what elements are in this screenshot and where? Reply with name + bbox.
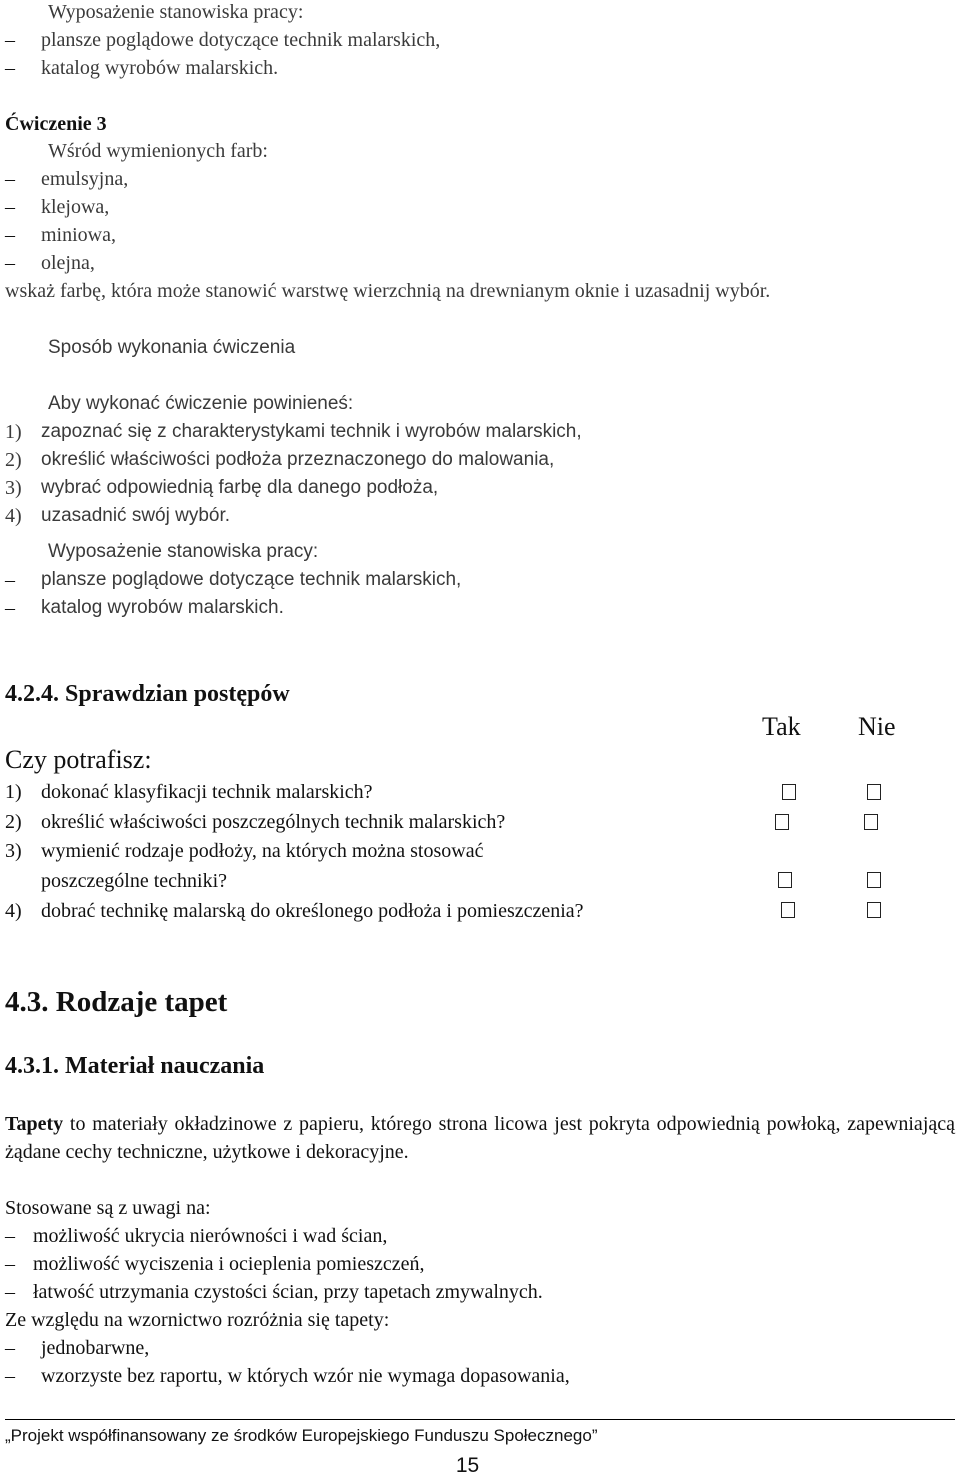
equipment-item: katalog wyrobów malarskich. bbox=[41, 597, 284, 618]
equipment-item: katalog wyrobów malarskich. bbox=[41, 57, 279, 79]
column-no: Nie bbox=[858, 712, 896, 741]
step-text: określić właściwości podłoża przeznaczonego do malowania, bbox=[41, 449, 555, 470]
item-text: wymienić rodzaje podłoży, na których można stosować bbox=[41, 840, 484, 862]
step-number: 4) bbox=[5, 505, 22, 527]
chapter-title: 4.3. Rodzaje tapet bbox=[5, 986, 228, 1018]
item-text: dobrać technikę malarską do określonego podłoża i pomieszczenia? bbox=[41, 900, 584, 922]
step-number: 3) bbox=[5, 477, 22, 499]
page-number: 15 bbox=[455, 1454, 480, 1477]
uses-heading: Stosowane są z uwagi na: bbox=[5, 1197, 211, 1219]
dash-bullet: – bbox=[5, 569, 15, 591]
checkbox-yes[interactable] bbox=[778, 872, 792, 888]
step-number: 1) bbox=[5, 421, 22, 443]
checkbox-no[interactable] bbox=[864, 814, 878, 830]
dash-bullet: – bbox=[5, 1281, 15, 1303]
dash-bullet: – bbox=[5, 252, 15, 274]
definition-text: to materiały okładzinowe z papieru, którego strona licowa jest pokryta odpowiednią powłoką, zapewniającą żądane cechy techniczne, użytkowe i dekoracyjne. bbox=[5, 1113, 955, 1163]
pattern-item: wzorzyste bez raportu, w których wzór nie wymaga dopasowania, bbox=[41, 1365, 570, 1387]
item-text-continued: poszczególne techniki? bbox=[41, 870, 228, 892]
checkbox-yes[interactable] bbox=[775, 814, 789, 830]
dash-bullet: – bbox=[5, 597, 15, 619]
section-subtitle: 4.3.1. Materiał nauczania bbox=[5, 1053, 265, 1079]
paint-item: olejna, bbox=[41, 252, 95, 274]
dash-bullet: – bbox=[5, 1225, 15, 1247]
equipment-heading: Wyposażenie stanowiska pracy: bbox=[48, 1, 304, 23]
step-text: wybrać odpowiednią farbę dla danego podłoża, bbox=[41, 477, 439, 498]
checkbox-yes[interactable] bbox=[782, 784, 796, 800]
step-text: zapoznać się z charakterystykami technik i wyrobów malarskich, bbox=[41, 421, 582, 442]
pattern-heading: Ze względu na wzornictwo rozróżnia się tapety: bbox=[5, 1309, 390, 1331]
footer-divider bbox=[5, 1419, 955, 1420]
item-number: 4) bbox=[5, 900, 22, 922]
item-number: 2) bbox=[5, 811, 22, 833]
paint-item: emulsyjna, bbox=[41, 168, 129, 190]
exercise-intro: Wśród wymienionych farb: bbox=[48, 140, 268, 162]
paint-item: miniowa, bbox=[41, 224, 116, 246]
definition-paragraph bbox=[5, 1110, 955, 1166]
section-title: 4.2.4. Sprawdzian postępów bbox=[5, 681, 290, 707]
dash-bullet: – bbox=[5, 1337, 15, 1359]
item-text: dokonać klasyfikacji technik malarskich? bbox=[41, 781, 373, 803]
item-text: określić właściwości poszczególnych technik malarskich? bbox=[41, 811, 506, 833]
equipment-heading: Wyposażenie stanowiska pracy: bbox=[48, 541, 319, 562]
dash-bullet: – bbox=[5, 57, 15, 79]
dash-bullet: – bbox=[5, 1365, 15, 1387]
paint-item: klejowa, bbox=[41, 196, 110, 218]
steps-intro: Aby wykonać ćwiczenie powinieneś: bbox=[48, 393, 354, 414]
question-heading: Czy potrafisz: bbox=[5, 745, 152, 774]
use-item: możliwość ukrycia nierówności i wad ścian, bbox=[33, 1225, 388, 1247]
item-number: 3) bbox=[5, 840, 22, 862]
pattern-item: jednobarwne, bbox=[41, 1337, 150, 1359]
dash-bullet: – bbox=[5, 168, 15, 190]
checkbox-no[interactable] bbox=[867, 784, 881, 800]
dash-bullet: – bbox=[5, 196, 15, 218]
checkbox-yes[interactable] bbox=[781, 902, 795, 918]
dash-bullet: – bbox=[5, 224, 15, 246]
exercise-title: Ćwiczenie 3 bbox=[5, 113, 107, 135]
step-text: uzasadnić swój wybór. bbox=[41, 505, 231, 526]
exercise-task: wskaż farbę, która może stanowić warstwę wierzchnią na drewnianym oknie i uzasadnij wybór. bbox=[5, 280, 771, 302]
definition-term: Tapety bbox=[5, 1113, 64, 1135]
use-item: możliwość wyciszenia i ocieplenia pomieszczeń, bbox=[33, 1253, 425, 1275]
step-number: 2) bbox=[5, 449, 22, 471]
footer-text: „Projekt współfinansowany ze środków Europejskiego Funduszu Społecznego” bbox=[5, 1426, 598, 1445]
item-number: 1) bbox=[5, 781, 22, 803]
column-yes: Tak bbox=[762, 712, 801, 741]
equipment-item: plansze poglądowe dotyczące technik malarskich, bbox=[41, 569, 462, 590]
dash-bullet: – bbox=[5, 1253, 15, 1275]
use-item: łatwość utrzymania czystości ścian, przy tapetach zmywalnych. bbox=[33, 1281, 543, 1303]
checkbox-no[interactable] bbox=[867, 872, 881, 888]
checkbox-no[interactable] bbox=[867, 902, 881, 918]
equipment-item: plansze poglądowe dotyczące technik malarskich, bbox=[41, 29, 441, 51]
method-heading: Sposób wykonania ćwiczenia bbox=[48, 337, 296, 358]
dash-bullet: – bbox=[5, 29, 15, 51]
